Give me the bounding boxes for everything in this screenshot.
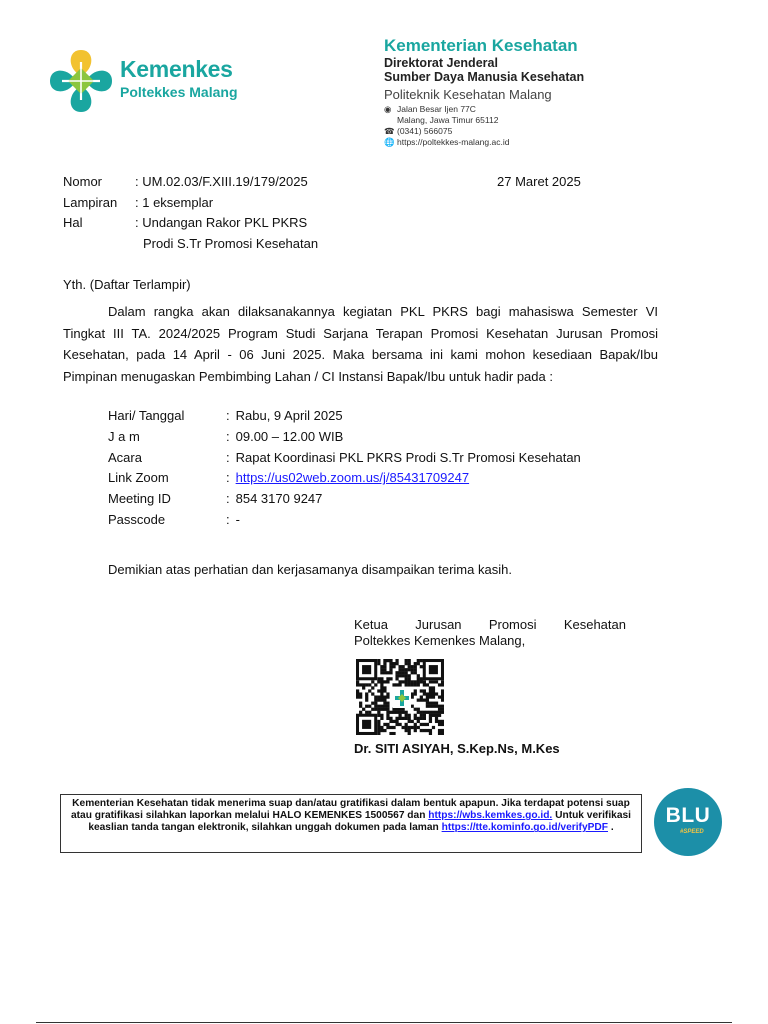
detail-row-meeting-id [108, 491, 581, 512]
event-value: Rapat Koordinasi PKL PKRS Prodi S.Tr Promosi Kesehatan [235, 449, 581, 465]
logo-wordmark: Kemenkes [120, 56, 233, 82]
event-label: Acara [108, 449, 142, 465]
address-line-1 [384, 104, 754, 115]
detail-row-passcode [108, 512, 581, 533]
anti-gratification-notice [60, 794, 642, 853]
letter-date: 27 Maret 2025 [497, 174, 581, 189]
meeting-details [108, 408, 581, 533]
nomor-value: : UM.02.03/F.XIII.19/179/2025 [135, 174, 308, 189]
detail-row-zoom [108, 470, 581, 491]
notice-text-1: Kementerian Kesehatan tidak menerima suap dan/atau gratifikasi dalam bentuk apapun. Jika terdapat potensi suap atau gratifikasi silahkan laporkan melalui HALO KEMENKES 1500567 dan [71, 798, 630, 822]
passcode-label: Passcode [108, 511, 166, 527]
globe-icon: 🌐 [384, 137, 395, 147]
logo-subtitle: Poltekkes Malang [120, 84, 238, 100]
separator: : [226, 470, 230, 486]
qr-code-icon [356, 659, 444, 735]
separator: : [226, 491, 230, 507]
zoom-link[interactable]: https://us02web.zoom.us/j/85431709247 [235, 470, 470, 486]
separator: : [226, 408, 230, 423]
kemenkes-logo [48, 44, 248, 114]
time-value: 09.00 – 12.00 WIB [235, 428, 344, 444]
verify-pdf-link[interactable]: https://tte.kominfo.go.id/verifyPDF [441, 822, 608, 834]
signatory-name: Dr. SITI ASIYAH, S.Kep.Ns, M.Kes [354, 741, 560, 756]
separator: : [226, 449, 230, 465]
separator: : [226, 511, 230, 527]
institution-header [384, 36, 754, 148]
signature-title-line-2: Poltekkes Kemenkes Malang, [354, 633, 526, 648]
closing-line: Demikian atas perhatian dan kerjasamanya disampaikan terima kasih. [108, 562, 512, 577]
date-label: Hari/ Tanggal [108, 408, 185, 423]
zoom-label: Link Zoom [108, 470, 169, 486]
phone-text: (0341) 566075 [397, 126, 453, 136]
meeting-id-value: 854 3170 9247 [235, 491, 323, 507]
directorate-line-1: Direktorat Jenderal [384, 56, 498, 70]
passcode-value: - [235, 511, 240, 527]
address-line-2: Malang, Jawa Timur 65112 [397, 115, 499, 125]
address-text-1: Jalan Besar Ijen 77C [397, 104, 476, 114]
directorate-line-2: Sumber Daya Manusia Kesehatan [384, 70, 585, 84]
location-icon: ◉ [384, 104, 392, 114]
kemenkes-logo-icon [48, 48, 114, 114]
detail-row-time [108, 429, 581, 450]
school-name: Politeknik Kesehatan Malang [384, 87, 552, 102]
body-paragraph: Dalam rangka akan dilaksanakannya kegiatan PKL PKRS bagi mahasiswa Semester VI Tingkat III TA. 2024/2025 Program Studi Sarjana Terapan Promosi Kesehatan Jurusan Promosi Kesehatan, pada 14 April - 06 Juni 2025. Maka bersama ini kami mohon kesediaan Bapak/Ibu Pimpinan menugaskan Pembimbing Lahan / CI Instansi Bapak/Ibu untuk hadir pada : [63, 304, 658, 384]
time-label: J a m [108, 428, 140, 444]
wbs-link[interactable]: https://wbs.kemkes.go.id. [428, 810, 553, 822]
notice-text-3: . [610, 822, 614, 834]
blu-sub: #SPEED [680, 829, 704, 835]
letter-meta [63, 174, 318, 256]
date-value: Rabu, 9 April 2025 [235, 408, 343, 423]
lampiran-label: Lampiran [63, 194, 118, 210]
bottom-rule [36, 1022, 732, 1023]
lampiran-row [63, 195, 318, 216]
lampiran-value: : 1 eksemplar [135, 194, 214, 210]
ministry-name: Kementerian Kesehatan [384, 36, 578, 55]
signature-title-line-1: Ketua Jurusan Promosi Kesehatan [354, 617, 626, 632]
phone-line [384, 126, 754, 137]
hal-value-continued: Prodi S.Tr Promosi Kesehatan [143, 235, 319, 251]
hal-row [63, 215, 318, 236]
detail-row-event [108, 450, 581, 471]
nomor-label: Nomor [63, 174, 103, 189]
meeting-id-label: Meeting ID [108, 491, 171, 507]
detail-row-date [108, 408, 581, 429]
addressee: Yth. (Daftar Terlampir) [63, 277, 191, 292]
website-line [384, 137, 754, 148]
nomor-row [63, 174, 318, 195]
blu-word: BLU [665, 804, 711, 827]
hal-label: Hal [63, 215, 83, 230]
phone-icon: ☎ [384, 126, 395, 136]
blu-logo-icon [654, 788, 722, 856]
hal-value: : Undangan Rakor PKL PKRS [135, 215, 308, 230]
signature-title [354, 617, 626, 649]
notice-text-2: Untuk verifikasi keaslian tanda tangan elektronik, silahkan unggah dokumen pada laman [88, 810, 631, 834]
separator: : [226, 428, 230, 444]
website-text[interactable]: https://poltekkes-malang.ac.id [397, 137, 510, 147]
